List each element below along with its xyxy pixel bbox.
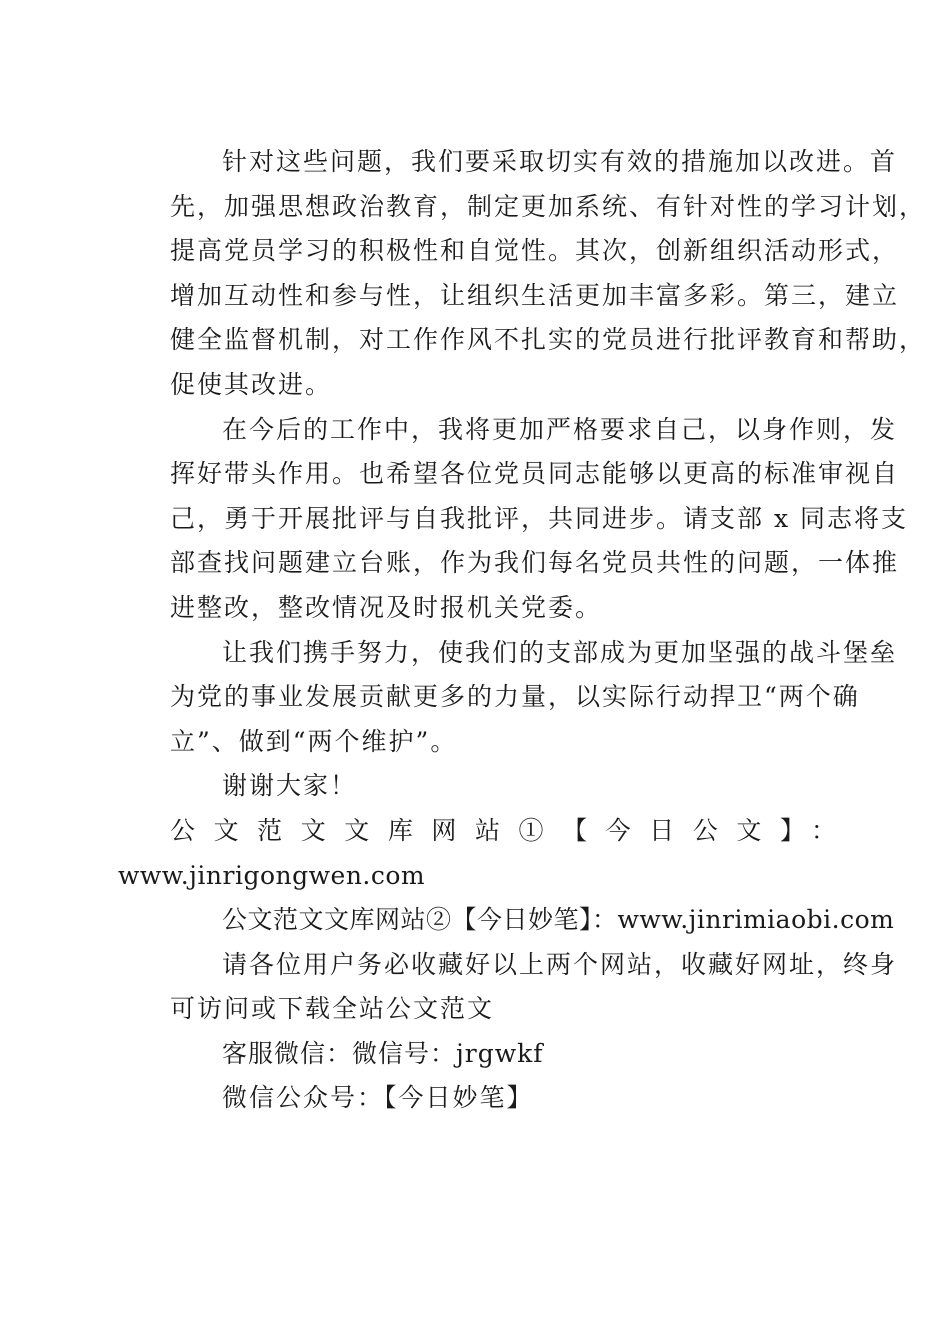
website-1-label: 公文范文文库网站①【今日公文】： [170, 815, 838, 845]
text-line: 立”、做到“两个维护”。 [170, 726, 458, 756]
text-line: 提高党员学习的积极性和自觉性。其次，创新组织活动形式， [170, 236, 900, 266]
paragraph-closing-call [118, 631, 898, 765]
customer-service [118, 1032, 838, 1077]
thanks-text: 谢谢大家！ [222, 771, 358, 801]
text-line: 增加互动性和参与性，让组织生活更加丰富多彩。第三，建立 [170, 280, 900, 310]
text-line: 先，加强思想政治教育，制定更加系统、有针对性的学习计划， [170, 191, 927, 221]
paragraph-thanks [118, 764, 838, 809]
official-account [118, 1076, 838, 1121]
text-line: 让我们携手努力，使我们的支部成为更加坚强的战斗堡垒 [222, 637, 898, 667]
text-line: 可访问或下载全站公文范文 [170, 994, 495, 1024]
website-2 [118, 898, 895, 943]
paragraph-future-work [118, 408, 908, 631]
bookmark-notice [118, 943, 898, 1032]
text-line: 己，勇于开展批评与自我批评，共同进步。请支部 x 同志将支 [170, 503, 908, 533]
website-1-url[interactable]: www.jinrigongwen.com [118, 860, 426, 890]
paragraph-improvement-measures [118, 140, 927, 408]
official-account-text: 微信公众号：【今日妙笔】 [222, 1083, 534, 1113]
text-line: 在今后的工作中，我将更加严格要求自己，以身作则，发 [222, 414, 898, 444]
text-line: 为党的事业发展贡献更多的力量，以实际行动捍卫“两个确 [170, 682, 860, 712]
customer-service-wechat: 客服微信：微信号：jrgwkf [222, 1038, 544, 1068]
text-line: 促使其改进。 [170, 369, 333, 399]
document-page [118, 140, 927, 1121]
text-line: 部查找问题建立台账，作为我们每名党员共性的问题，一体推 [170, 548, 900, 578]
text-line: 针对这些问题，我们要采取切实有效的措施加以改进。首 [222, 147, 898, 176]
website-1 [118, 809, 838, 898]
text-line: 健全监督机制，对工作作风不扎实的党员进行批评教育和帮助， [170, 325, 927, 355]
website-2-text[interactable]: 公文范文文库网站②【今日妙笔】：www.jinrimiaobi.com [222, 905, 895, 935]
text-line: 进整改，整改情况及时报机关党委。 [170, 592, 603, 622]
text-line: 请各位用户务必收藏好以上两个网站，收藏好网址，终身 [222, 949, 898, 979]
text-line: 挥好带头作用。也希望各位党员同志能够以更高的标准审视自 [170, 459, 900, 489]
